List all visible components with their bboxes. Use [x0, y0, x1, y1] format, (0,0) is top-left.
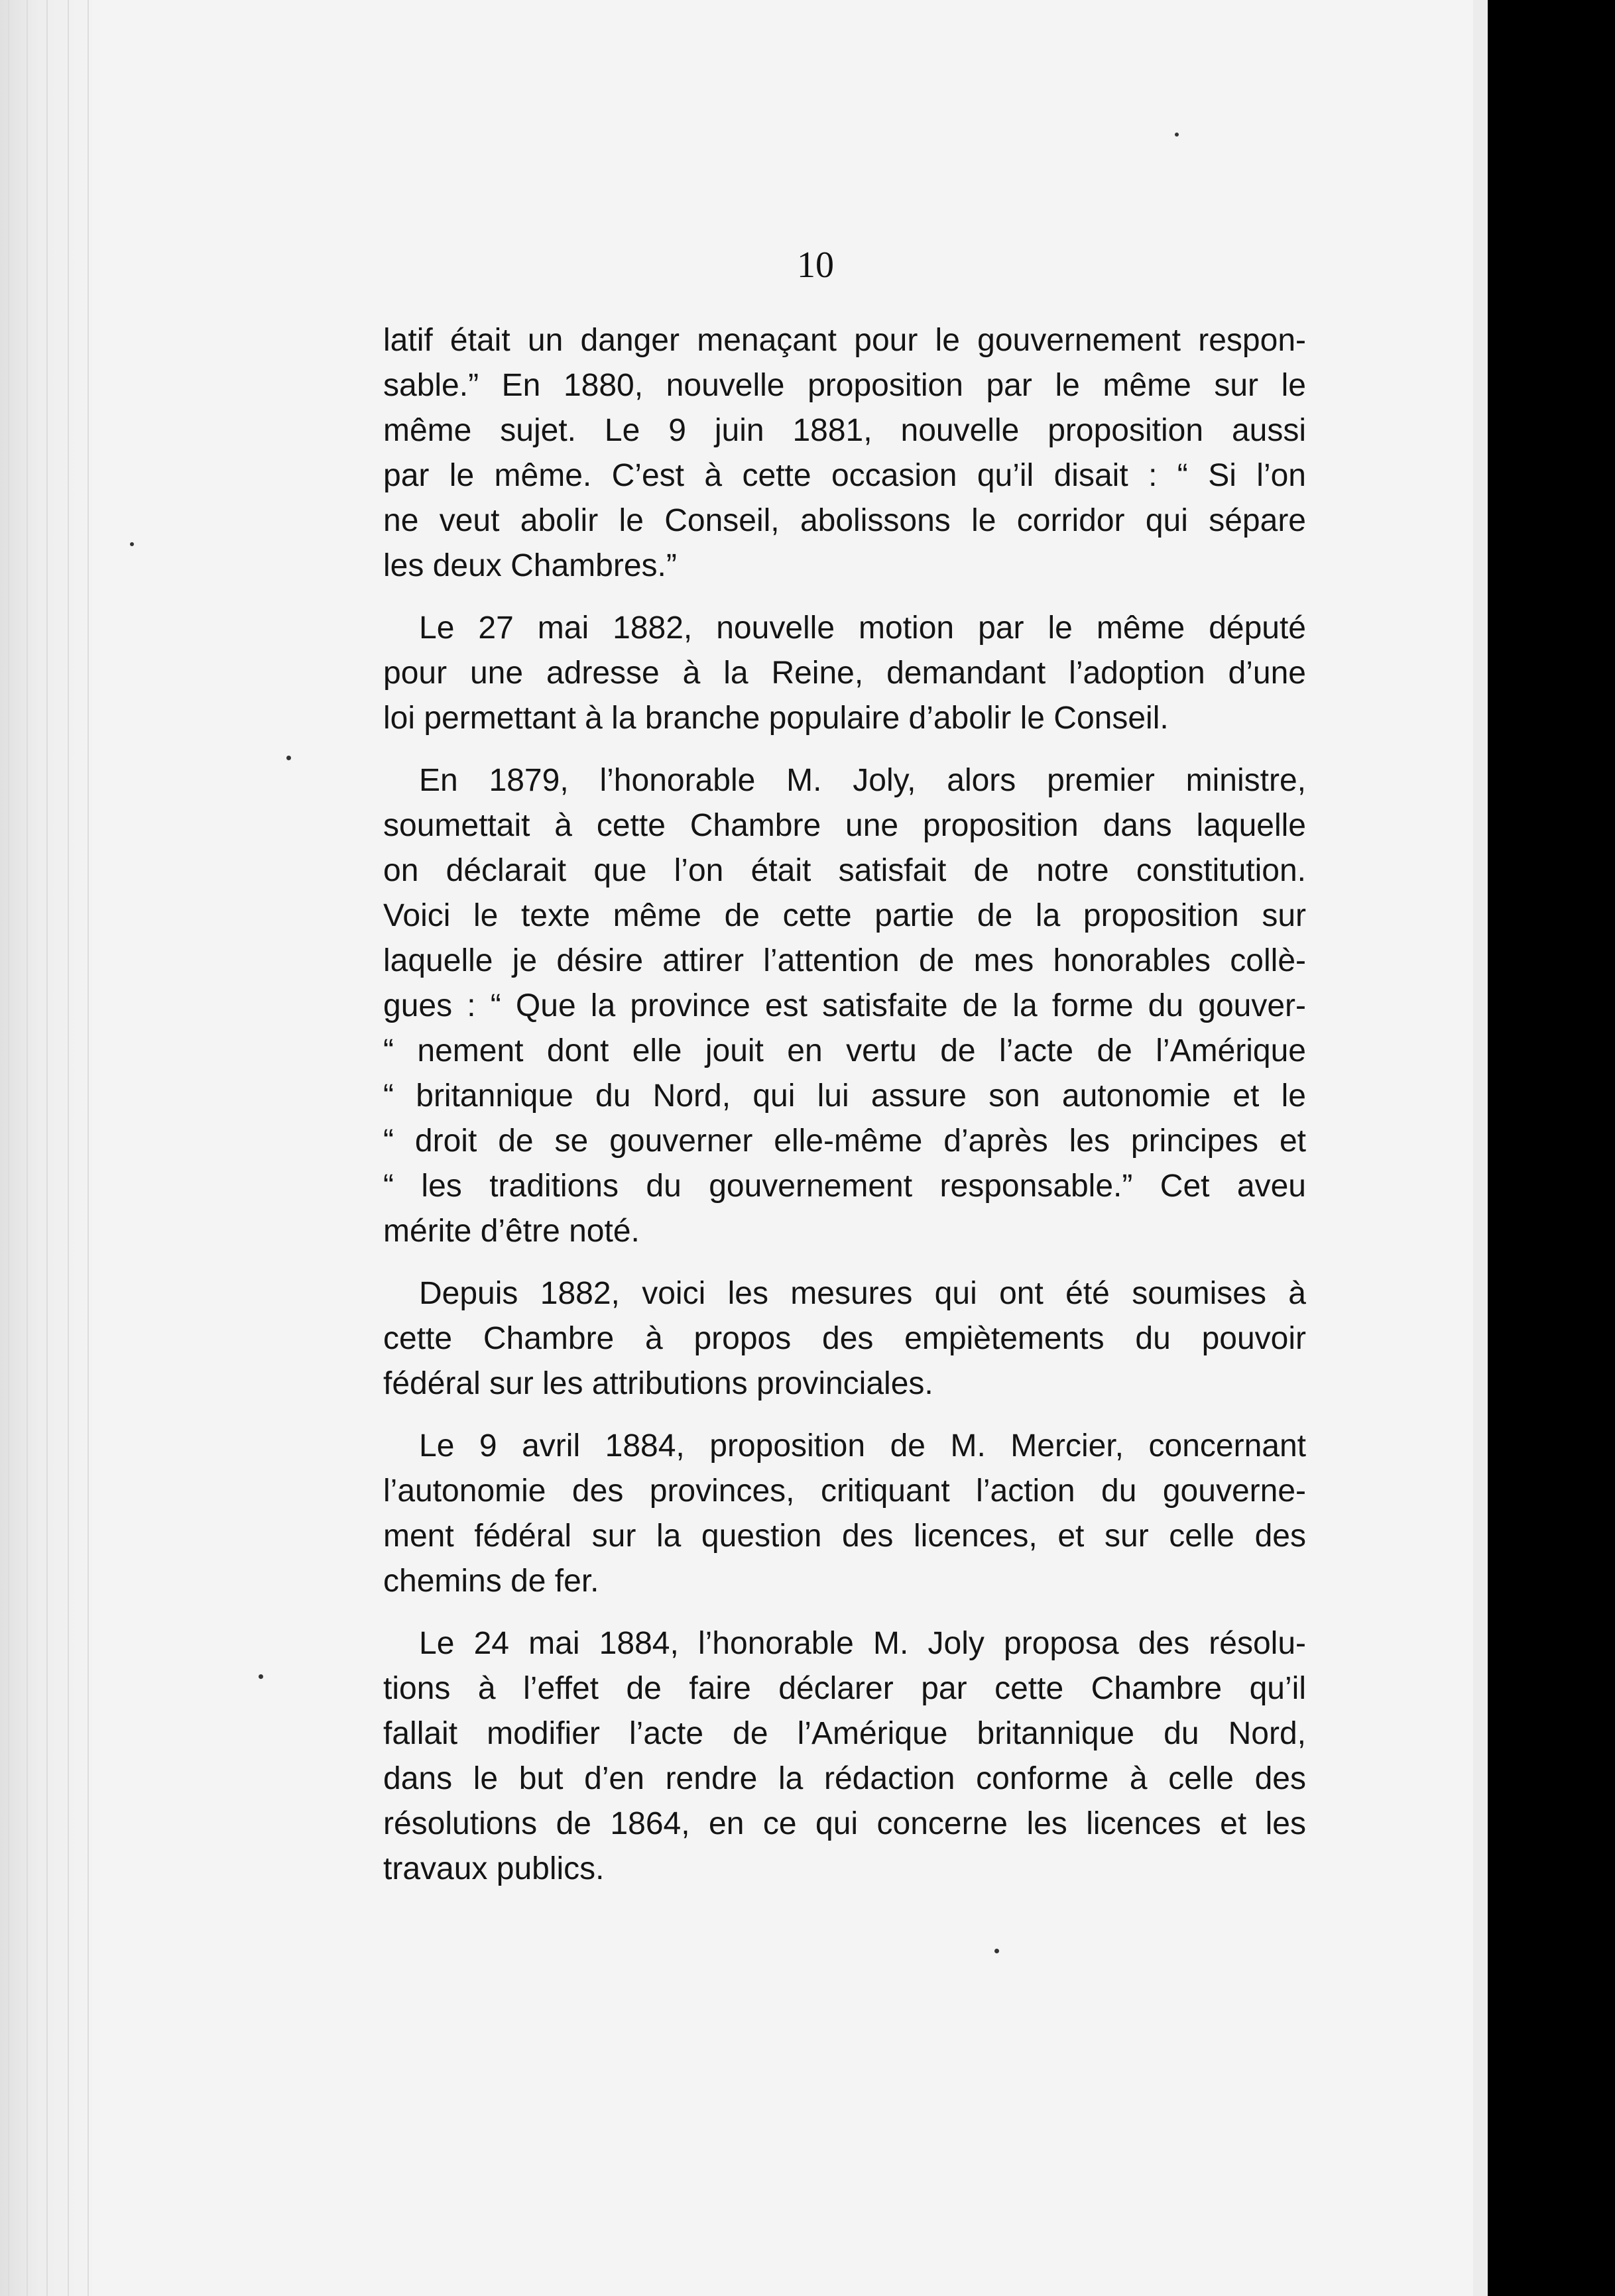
text-line: “ droit de se gouverner elle-même d’après les principes et: [383, 1123, 1306, 1159]
text-line: ment fédéral sur la question des licences, et sur celle des: [383, 1519, 1306, 1554]
text-line: fallait modifier l’acte de l’Amérique britannique du Nord,: [383, 1716, 1306, 1751]
page-edge-line: [46, 0, 48, 2296]
paragraph: [383, 606, 1306, 741]
text-line: fédéral sur les attributions provinciales.: [383, 1366, 933, 1401]
text-line: dans le but d’en rendre la rédaction conforme à celle des: [383, 1761, 1306, 1796]
page-binding-shadow: [0, 0, 99, 2296]
scan-speck: [130, 542, 134, 546]
scan-speck: [994, 1949, 999, 1953]
text-line: mérite d’être noté.: [383, 1214, 640, 1249]
paragraph: [383, 758, 1306, 1254]
text-line: ne veut abolir le Conseil, abolissons le corridor qui sépare: [383, 503, 1306, 538]
text-line: les deux Chambres.”: [383, 548, 677, 583]
paragraph: [383, 1271, 1306, 1406]
text-line: résolutions de 1864, en ce qui concerne les licences et les: [383, 1806, 1306, 1841]
page-edge-line: [27, 0, 28, 2296]
text-line: “ britannique du Nord, qui lui assure son autonomie et le: [383, 1078, 1306, 1114]
scan-speck: [286, 756, 291, 760]
page-body-text: [383, 318, 1306, 1909]
text-line: soumettait à cette Chambre une proposition dans laquelle: [383, 808, 1306, 843]
text-line: gues : “ Que la province est satisfaite de la forme du gouver-: [383, 988, 1306, 1023]
text-line: Le 24 mai 1884, l’honorable M. Joly proposa des résolu-: [419, 1626, 1306, 1661]
text-line: travaux publics.: [383, 1851, 605, 1886]
text-line: l’autonomie des provinces, critiquant l’action du gouverne-: [383, 1473, 1306, 1509]
scan-speck: [259, 1674, 263, 1679]
paragraph: [383, 318, 1306, 589]
text-line: on déclarait que l’on était satisfait de notre constitution.: [383, 853, 1306, 888]
text-line: Le 27 mai 1882, nouvelle motion par le même député: [419, 610, 1306, 646]
page-gutter: [1473, 0, 1488, 2296]
text-line: Voici le texte même de cette partie de la proposition sur: [383, 898, 1306, 933]
text-line: même sujet. Le 9 juin 1881, nouvelle proposition aussi: [383, 413, 1306, 448]
text-line: pour une adresse à la Reine, demandant l’adoption d’une: [383, 656, 1306, 691]
text-line: tions à l’effet de faire déclarer par cette Chambre qu’il: [383, 1671, 1306, 1706]
text-line: cette Chambre à propos des empiètements du pouvoir: [383, 1321, 1306, 1356]
scan-border: [1488, 0, 1615, 2296]
paragraph: [383, 1621, 1306, 1892]
text-line: sable.” En 1880, nouvelle proposition par le même sur le: [383, 368, 1306, 403]
text-line: chemins de fer.: [383, 1564, 599, 1599]
text-line: Depuis 1882, voici les mesures qui ont été soumises à: [419, 1276, 1306, 1311]
text-line: laquelle je désire attirer l’attention de mes honorables collè-: [383, 943, 1306, 978]
text-line: En 1879, l’honorable M. Joly, alors premier ministre,: [419, 763, 1306, 798]
page-edge-line: [8, 0, 9, 2296]
text-line: loi permettant à la branche populaire d’abolir le Conseil.: [383, 701, 1169, 736]
page-edge-line: [68, 0, 69, 2296]
text-line: Le 9 avril 1884, proposition de M. Mercier, concernant: [419, 1428, 1306, 1464]
page-edge-line: [88, 0, 89, 2296]
paragraph: [383, 1424, 1306, 1604]
scan-speck: [1175, 133, 1179, 137]
text-line: “ les traditions du gouvernement responsable.” Cet aveu: [383, 1169, 1306, 1204]
text-line: latif était un danger menaçant pour le gouvernement respon-: [383, 323, 1306, 358]
text-line: “ nement dont elle jouit en vertu de l’acte de l’Amérique: [383, 1033, 1306, 1068]
page-number: 10: [797, 245, 834, 286]
text-line: par le même. C’est à cette occasion qu’il disait : “ Si l’on: [383, 458, 1306, 493]
